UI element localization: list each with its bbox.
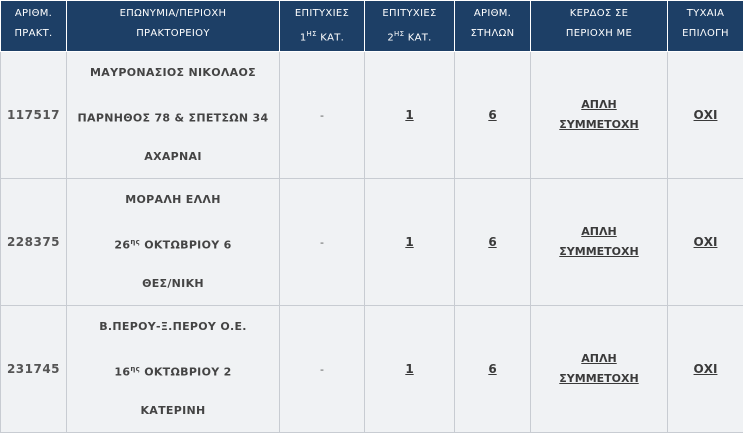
table-row [1,306,743,433]
second-category-cell [365,179,455,306]
table-row [1,52,743,179]
random-cell [668,306,743,433]
gain-type-link[interactable]: ΑΠΛΗ ΣΥΜΜΕΤΟΧΗ [559,98,639,132]
first-category-wins: - [280,306,365,433]
agency-code: 117517 [1,52,67,179]
agency-code: 231745 [1,306,67,433]
agency-code: 228375 [1,179,67,306]
columns-count-link[interactable]: 6 [488,235,497,250]
second-category-wins-link[interactable]: 1 [405,362,414,377]
col-header-first-category: ΕΠΙΤΥΧΙΕΣ $1^{H\Sigma}$ ΚΑΤ. [280,1,365,52]
agency-info [67,306,280,433]
columns-count-link[interactable]: 6 [488,362,497,377]
col-header-agency-code: ΑΡΙΘΜ. ΠΡΑΚΤ. [1,1,67,52]
agency-address: $16^{\eta\varsigma}$ ΟΚΤΩΒΡΙΟΥ 2 [114,365,232,379]
table-header-row [1,1,743,52]
agency-city: ΚΑΤΕΡΙΝΗ [140,404,206,418]
gain-type-link[interactable]: ΑΠΛΗ ΣΥΜΜΕΤΟΧΗ [559,225,639,259]
col-header-second-category: ΕΠΙΤΥΧΙΕΣ $2^{H\Sigma}$ ΚΑΤ. [365,1,455,52]
gain-cell [531,52,668,179]
agency-name: Β.ΠΕΡΟΥ-Ξ.ΠΕΡΟΥ Ο.Ε. [99,320,247,334]
second-category-cell [365,306,455,433]
agency-info [67,52,280,179]
random-pick-link[interactable]: ΟΧΙ [693,108,718,123]
agency-name: ΜΟΡΑΛΗ ΕΛΛΗ [125,193,221,207]
gain-cell [531,179,668,306]
second-category-wins-link[interactable]: 1 [405,108,414,123]
table-row [1,179,743,306]
agency-info [67,179,280,306]
gain-type-link[interactable]: ΑΠΛΗ ΣΥΜΜΕΤΟΧΗ [559,352,639,386]
agency-address: $26^{\eta\varsigma}$ ΟΚΤΩΒΡΙΟΥ 6 [114,238,232,252]
col-header-random: ΤΥΧΑΙΑ ΕΠΙΛΟΓΗ [668,1,743,52]
random-pick-link[interactable]: ΟΧΙ [693,362,718,377]
random-cell [668,179,743,306]
gain-cell [531,306,668,433]
first-category-wins: - [280,179,365,306]
columns-cell [455,306,531,433]
agency-name: ΜΑΥΡΟΝΑΣΙΟΣ ΝΙΚΟΛΑΟΣ [90,66,256,80]
columns-count-link[interactable]: 6 [488,108,497,123]
columns-cell [455,179,531,306]
columns-cell [455,52,531,179]
col-header-agency-name: ΕΠΩΝΥΜΙΑ/ΠΕΡΙΟΧΗ ΠΡΑΚΤΟΡΕΙΟΥ [67,1,280,52]
random-cell [668,52,743,179]
col-header-columns: ΑΡΙΘΜ. ΣΤΗΛΩΝ [455,1,531,52]
first-category-wins: - [280,52,365,179]
agency-address: ΠΑΡΝΗΘΟΣ 78 & ΣΠΕΤΣΩΝ 34 [77,111,269,125]
agency-city: ΘΕΣ/ΝΙΚΗ [142,277,204,291]
agency-city: ΑΧΑΡΝΑΙ [144,150,202,164]
random-pick-link[interactable]: ΟΧΙ [693,235,718,250]
col-header-gain: ΚΕΡΔΟΣ ΣΕ ΠΕΡΙΟΧΗ ΜΕ [531,1,668,52]
second-category-cell [365,52,455,179]
second-category-wins-link[interactable]: 1 [405,235,414,250]
